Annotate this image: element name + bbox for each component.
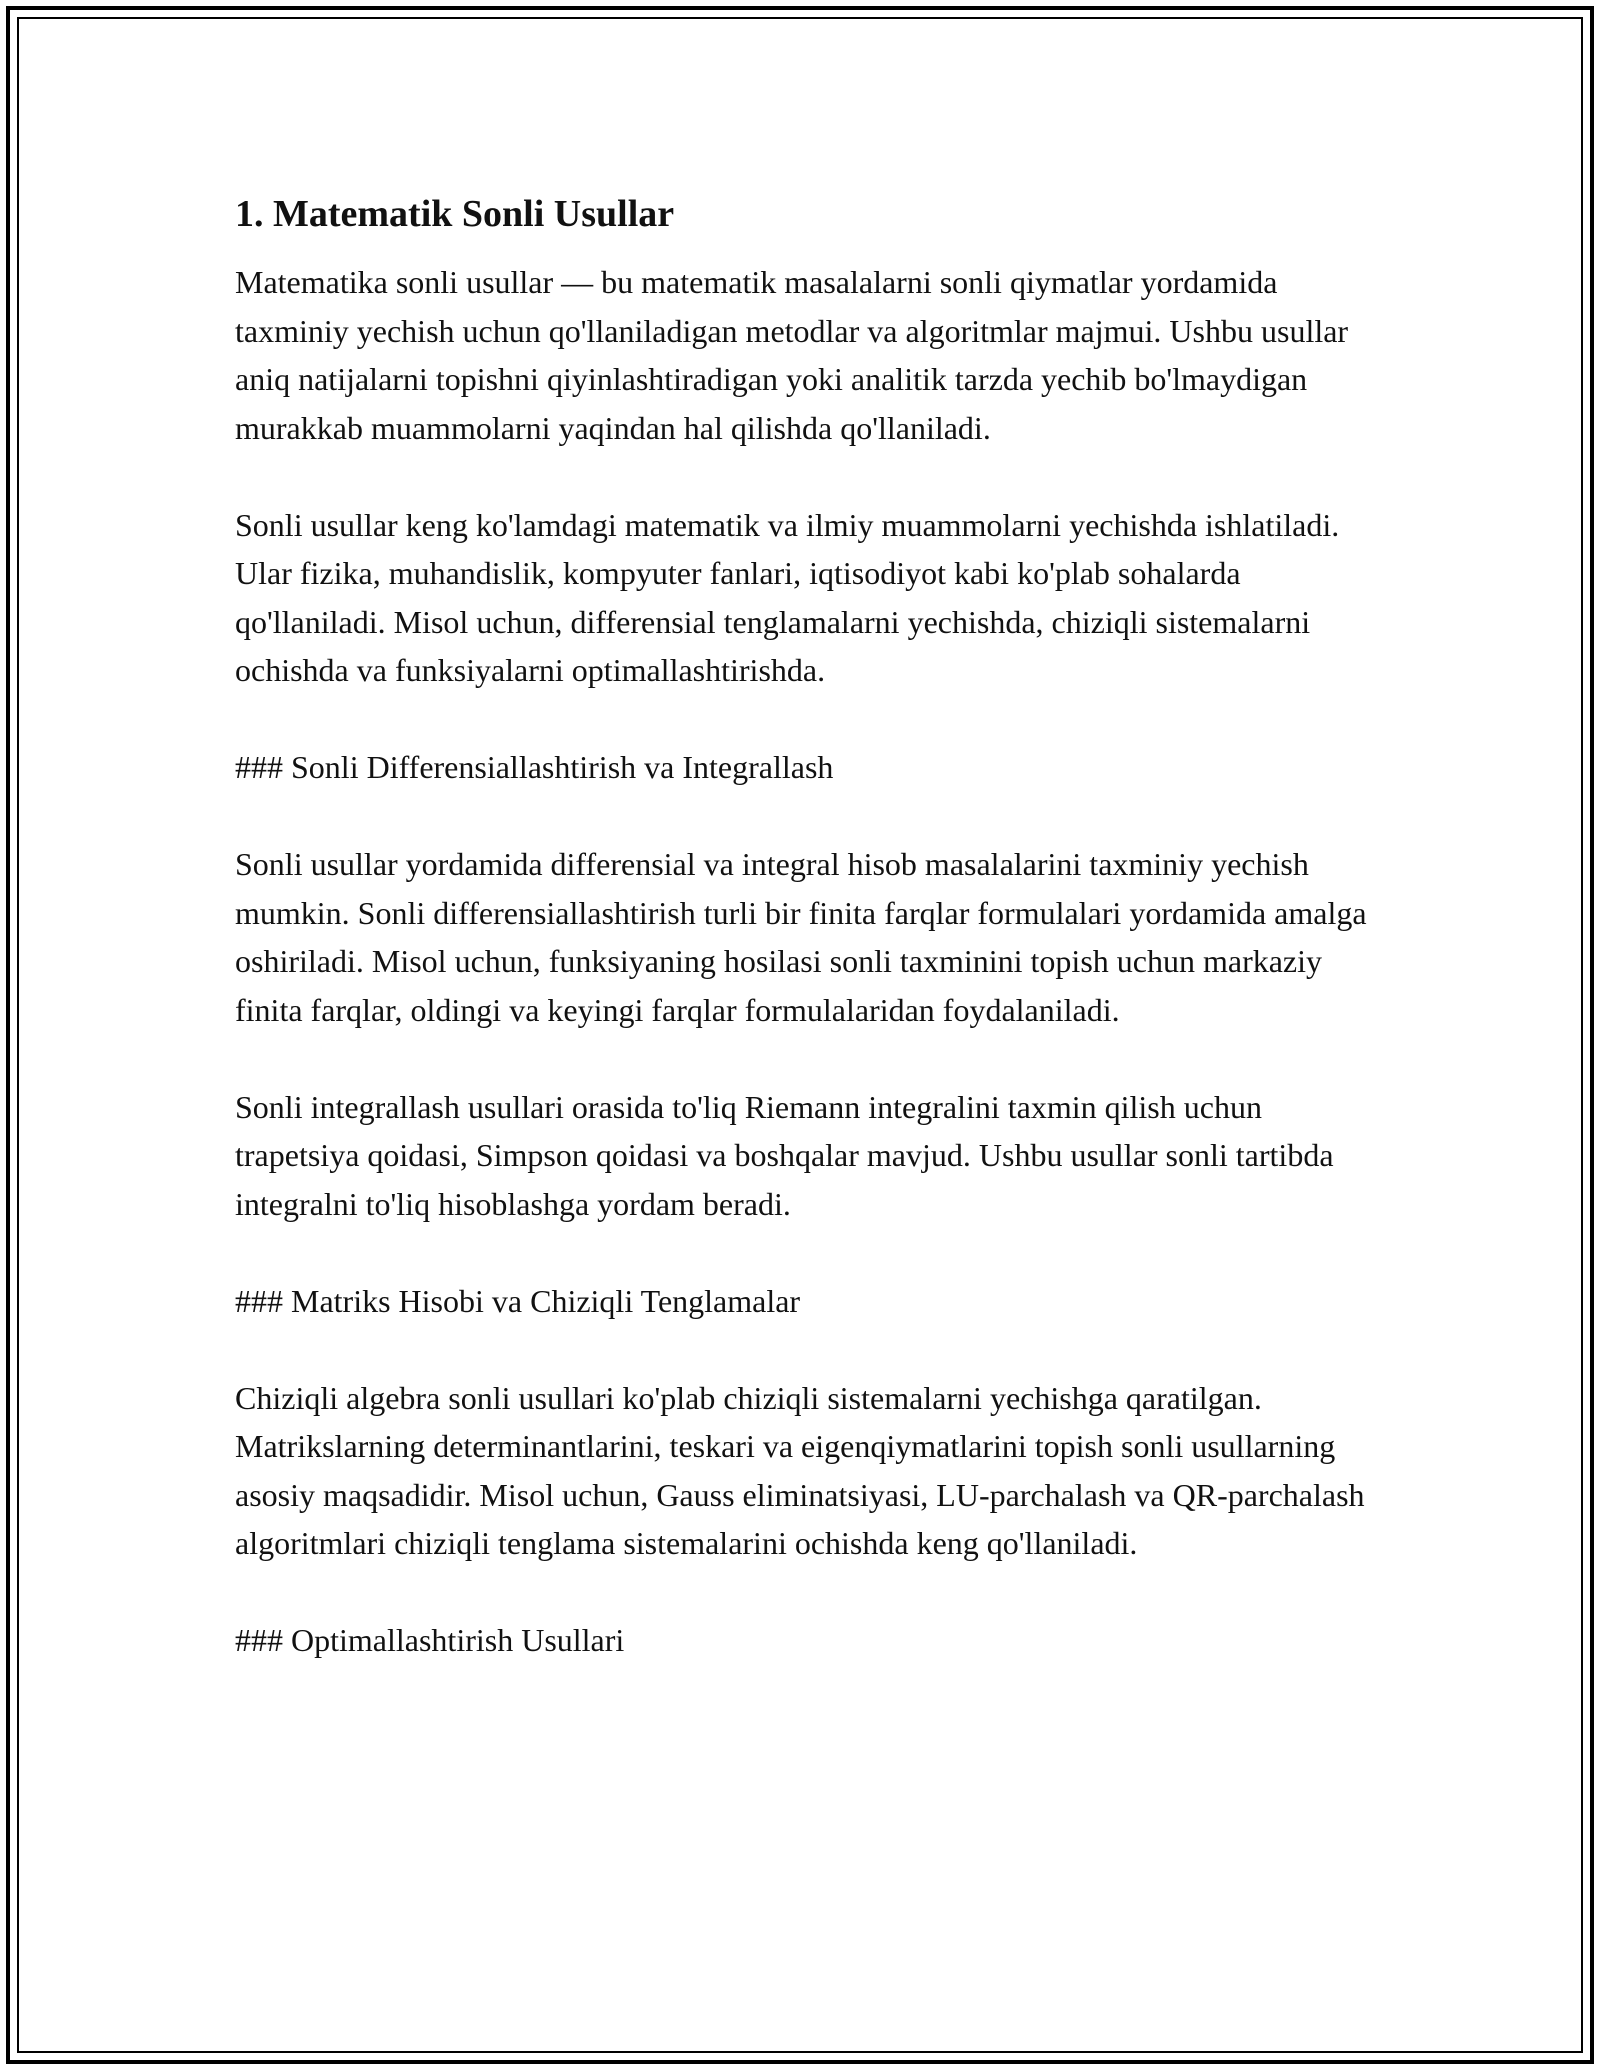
subheading-differentiation-integration: ### Sonli Differensiallashtirish va Integrallash: [235, 749, 834, 785]
paragraph-linear-algebra: Chiziqli algebra sonli usullari ko'plab chiziqli sistemalarni yechishga qaratilgan. Matrikslarning determinantlarini, teskari va eigenqiymatlarini topish sonli usullarning asosiy maqsadidir. Misol uchun, Gauss eliminatsiyasi, LU-parchalash va QR-parchalash algoritmlari chiziqli tenglama sistemalarini ochishda keng qo'llaniladi.: [235, 1379, 1365, 1561]
paragraph-differentiation: Sonli usullar yordamida differensial va integral hisob masalalarini taxminiy yechish mumkin. Sonli differensiallashtirish turli bir finita farqlar formulalari yordamida amalga oshiriladi. Misol uchun, funksiyaning hosilasi sonli taxminini topish uchun markaziy finita farqlar, oldingi va keyingi farqlar formulalaridan foydalaniladi.: [235, 846, 1367, 1028]
subheading-optimization: ### Optimallashtirish Usullari: [235, 1622, 625, 1658]
paragraph-intro: Matematika sonli usullar — bu matematik masalalarni sonli qiymatlar yordamida taxminiy yechish uchun qo'llaniladigan metodlar va algoritmlar majmui. Ushbu usullar aniq natijalarni topishni qiyinlashtiradigan yoki analitik tarzda yechib bo'lmaydigan murakkab muammolarni yaqindan hal qilishda qo'llaniladi.: [235, 264, 1349, 446]
paragraph-applications: Sonli usullar keng ko'lamdagi matematik va ilmiy muammolarni yechishda ishlatiladi. Ular fizika, muhandislik, kompyuter fanlari, iqtisodiyot kabi ko'plab sohalarda qo'llaniladi. Misol uchun, differensial tenglamalarni yechishda, chiziqli sistemalarni ochishda va funksiyalarni optimallashtirishda.: [235, 506, 1340, 688]
document-body: [235, 186, 1375, 1713]
document-title: 1. Matematik Sonli Usullar: [235, 193, 675, 235]
subheading-matrix-linear: ### Matriks Hisobi va Chiziqli Tenglamalar: [235, 1282, 801, 1319]
paragraph-integration: Sonli integrallash usullari orasida to'liq Riemann integralini taxmin qilish uchun trapetsiya qoidasi, Simpson qoidasi va boshqalar mavjud. Ushbu usullar sonli tartibda integralni to'liq hisoblashga yordam beradi.: [235, 1088, 1334, 1222]
